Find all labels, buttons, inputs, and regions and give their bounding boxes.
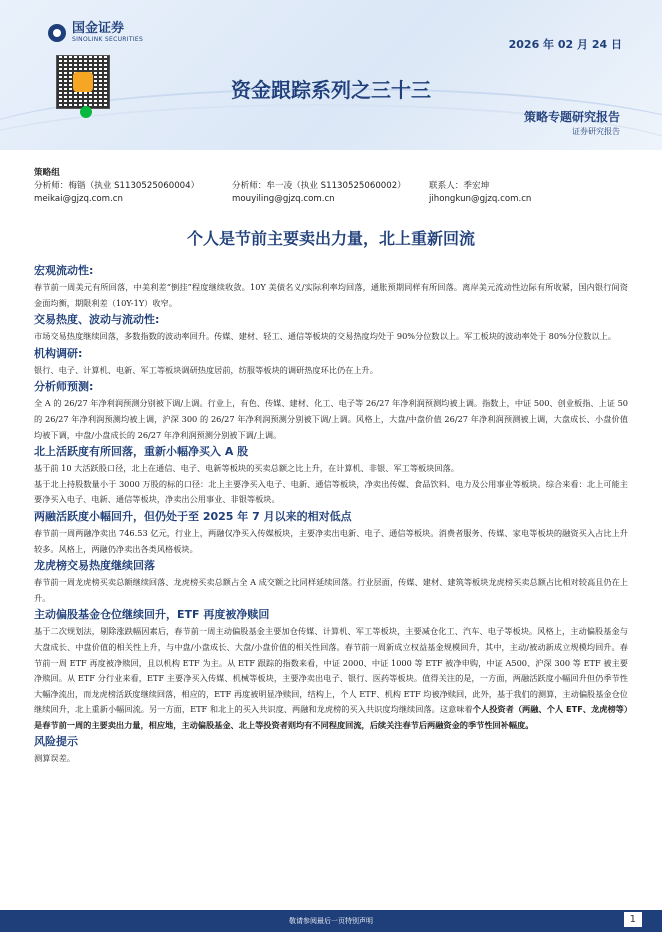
section-paragraph: 春节前一周两融净卖出 746.53 亿元，行业上，两融仅净买入传媒板块，主要净卖出电新、电子、通信等板块。消费者服务、传媒、家电等板块的融资买入占比上升较多。风格上，两融仍净卖出各类风格板块。 bbox=[34, 527, 628, 554]
logo-cn-text: 国金证券 bbox=[72, 21, 125, 36]
section-heading: 机构调研: bbox=[34, 346, 83, 360]
analyst-email[interactable]: meikai@gjzq.com.cn bbox=[34, 194, 123, 204]
section-heading: 风险提示 bbox=[34, 735, 78, 749]
footer-disclaimer[interactable]: 敬请参阅最后一页特别声明 bbox=[289, 917, 373, 925]
section-heading: 龙虎榜交易热度继续回落 bbox=[34, 559, 155, 573]
page-number: 1 bbox=[624, 912, 642, 927]
wechat-icon bbox=[80, 106, 92, 118]
section-heading: 主动偏股基金仓位继续回升，ETF 再度被净赎回 bbox=[34, 608, 270, 622]
section-paragraph: 基于前 10 大活跃股口径，北上在通信、电子、电新等板块的买卖总额之比上升，在计算机、非银、军工等板块回落。 bbox=[34, 463, 459, 474]
page-footer bbox=[0, 910, 662, 932]
analyst-email[interactable]: mouyiling@gjzq.com.cn bbox=[232, 194, 335, 204]
document-title: 个人是节前主要卖出力量，北上重新回流 bbox=[186, 229, 475, 248]
section-heading: 分析师预测: bbox=[34, 380, 94, 394]
logo-en-text: SINOLINK SECURITIES bbox=[72, 36, 144, 43]
section-heading: 北上活跃度有所回落，重新小幅净买入 A 股 bbox=[34, 445, 249, 459]
section-paragraph bbox=[34, 624, 628, 733]
section-paragraph: 基于北上持股数量小于 3000 万股的标的口径：北上主要净买入电子、电新、通信等板块，净卖出传媒、食品饮料、电力及公用事业等板块。综合来看：北上可能主要净买入电子、电新、通信等板块，净卖出公用事业、非银等板块。 bbox=[34, 478, 628, 505]
contact-jihongkun bbox=[429, 180, 531, 206]
section-heading: 宏观流动性: bbox=[34, 264, 94, 277]
section-heading: 两融活跃度小幅回升，但仍处于至 2025 年 7 月以来的相对低点 bbox=[34, 509, 352, 523]
company-logo bbox=[48, 22, 143, 44]
bold-conclusion: 个人投资者（两融、个人 ETF、龙虎榜等）是春节前一周的主要卖出力量，相应地，主动偏股基金、北上等投资者则均有不同程度回流，后续关注春节后两融资金的季节性回补幅度。 bbox=[34, 704, 628, 730]
report-body bbox=[34, 262, 628, 767]
analyst-mouyiling bbox=[232, 180, 406, 206]
section-heading: 交易热度、波动与流动性: bbox=[34, 313, 160, 327]
report-subtype: 证券研究报告 bbox=[572, 127, 620, 136]
logo-mark-icon bbox=[48, 24, 66, 42]
series-title: 资金跟踪系列之三十三 bbox=[231, 78, 431, 102]
section-paragraph: 全 A 的 26/27 年净利润预测分别被下调/上调。行业上，有色、传媒、建材、化工、电子等 26/27 年净利润预测均被上调。指数上，中证 500、创业板指、上证 50 的 26/27 年净利润预测均被上调，沪深 300 的 26/27 年净利润预测分别被下调/上调。风格上，大盘/中盘价值 26/27 年净利润预测被上调，大盘成长、小盘价值均被下调，中盘/小盘成长的 26/27 年净利润预测分别被下调/上调。 bbox=[34, 398, 628, 440]
analyst-role: 分析师：牟一凌（执业 S1130525060002） bbox=[232, 181, 406, 191]
report-type: 策略专题研究报告 bbox=[523, 110, 620, 124]
team-info bbox=[34, 167, 634, 208]
paragraph-text: 基于二次规划法，剔除涨跌幅因素后，春节前一周主动偏股基金主要加仓传媒、计算机、军工等板块，主要减仓化工、汽车、电子等板块。风格上，主动偏股基金与大盘成长、中盘价值的相关性上升，与中盘/小盘成长、大盘/小盘价值的相关性回落。春节前一周新成立权益基金规模回升，其中，主动/被动新成立规模均回升。春节前一周 ETF 再度被净赎回，且以机构 ETF 为主。从 ETF 跟踪的指数来看，中证 2000、中证 1000 等 ETF 被净申购，中证 A500、沪深 300 等 ETF 被主要净赎回。从 ETF 分行业来看，ETF 主要净买入传媒、机械等板块，主要净卖出电子、银行、医药等板块。值得关注的是，一方面，两融活跃度小幅回升但仍季节性大幅净流出，而龙虎榜活跃度继续回落，相应的，ETF 再度被明显净赎回，结构上，个人 ETF、机构 ETF 均被净赎回，此外，基于我们的测算，主动偏股基金仓位继续回升，北上重新小幅回流。另一方面，ETF 和北上的买入共识度、两融和龙虎榜的买入共识度均继续回落。这意味着 bbox=[34, 626, 628, 715]
section-paragraph: 春节前一周美元有所回落，中美利差“倒挂”程度继续收敛。10Y 美债名义/实际利率均回落，通胀预期同样有所回落。离岸美元流动性边际有所收紧，国内银行间资金面均衡，期限利差（10Y-1Y）收窄。 bbox=[34, 282, 628, 308]
analyst-meikai bbox=[34, 180, 199, 206]
report-date: 2026 年 02 月 24 日 bbox=[508, 38, 622, 51]
analyst-role: 分析师：梅锴（执业 S1130525060004） bbox=[34, 181, 200, 191]
analyst-role: 联系人：季宏坤 bbox=[429, 181, 490, 191]
section-paragraph: 银行、电子、计算机、电新、军工等板块调研热度居前，纺服等板块的调研热度环比仍在上升。 bbox=[34, 364, 378, 375]
analyst-email[interactable]: jihongkun@gjzq.com.cn bbox=[429, 194, 532, 204]
section-paragraph: 春节前一周龙虎榜买卖总额继续回落、龙虎榜买卖总额占全 A 成交额之比同样延续回落。行业层面，传媒、建材、建筑等板块龙虎榜买卖总额占比相对较高且仍在上升。 bbox=[34, 577, 628, 603]
team-label: 策略组 bbox=[34, 168, 60, 178]
section-paragraph: 市场交易热度继续回落，多数指数的波动率回升。传媒、建材、轻工、通信等板块的交易热度均处于 90%分位数以上。军工板块的波动率处于 80%分位数以上。 bbox=[34, 331, 616, 342]
section-paragraph: 测算误差。 bbox=[34, 753, 75, 764]
report-header bbox=[0, 0, 662, 150]
